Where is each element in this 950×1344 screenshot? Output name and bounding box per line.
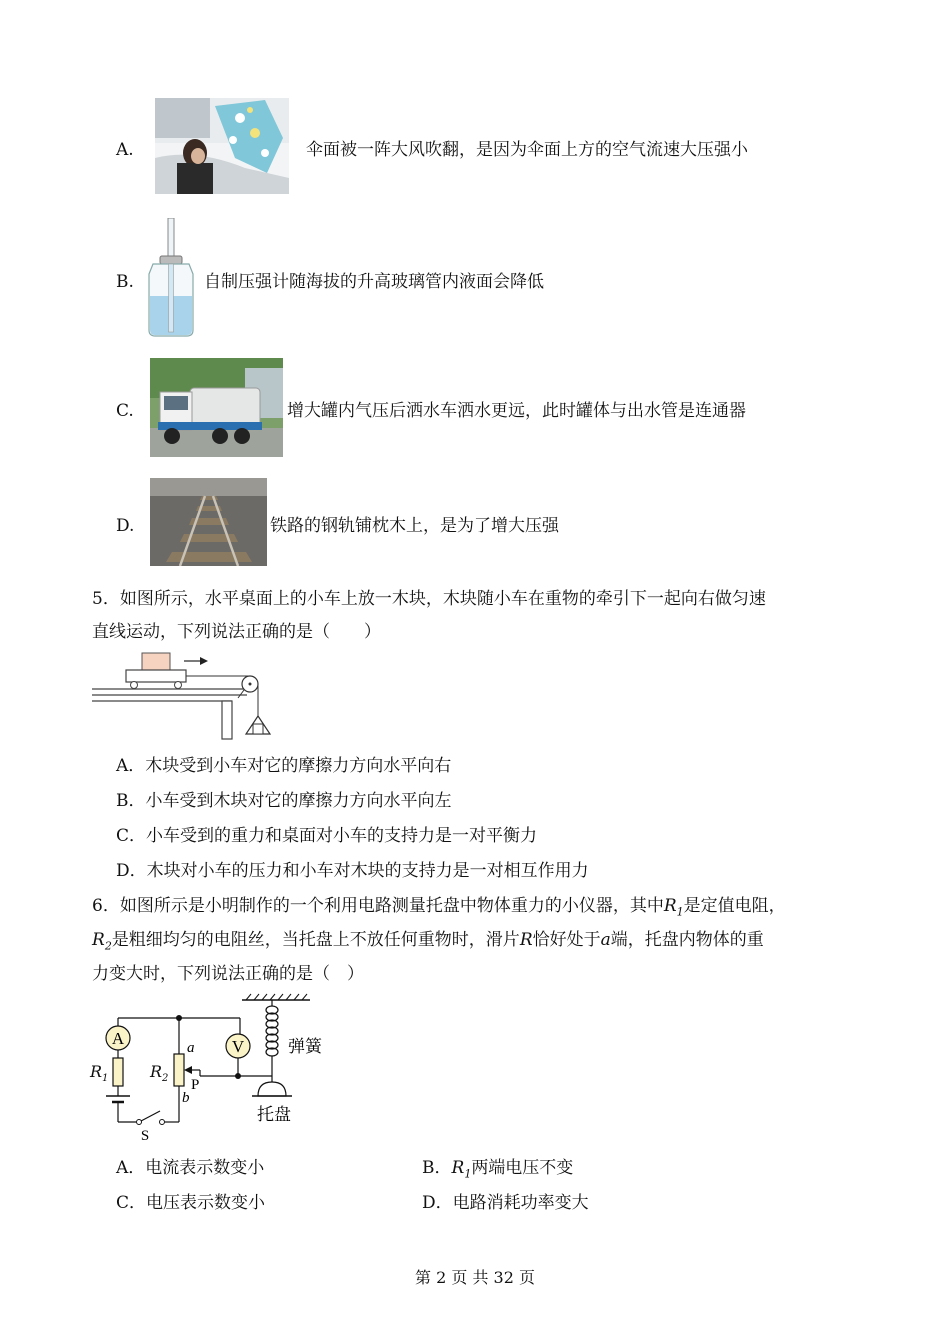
tray-icon — [258, 1082, 286, 1096]
slider-label: P — [191, 1077, 200, 1093]
q5-option-a: A．木块受到小车对它的摩擦力方向水平向右 — [116, 756, 452, 776]
page-footer: 第 2 页 共 32 页 — [415, 1268, 535, 1287]
q4-option-b-text: 自制压强计随海拔的升高玻璃管内液面会降低 — [204, 272, 544, 292]
cart-pulley-diagram — [92, 650, 272, 742]
r2-resistor — [174, 1054, 184, 1086]
barometer-bottle-icon — [143, 218, 199, 338]
q4-option-d-letter: D. — [116, 516, 135, 536]
voltmeter-label: V — [231, 1037, 245, 1056]
q6-option-c: C．电压表示数变小 — [116, 1193, 266, 1213]
ammeter-label: A — [111, 1029, 125, 1048]
spring-icon — [266, 1006, 278, 1056]
q5-stem-line1: 5．如图所示，水平桌面上的小车上放一木块，木块随小车在重物的牵引下一起向右做匀速 — [92, 589, 766, 609]
switch-label: S — [140, 1128, 150, 1144]
spring-label: 弹簧 — [288, 1037, 322, 1056]
sprinkler-truck-photo — [150, 358, 283, 457]
tray-label: 托盘 — [257, 1105, 291, 1124]
r2-label: $R_2$ — [150, 1062, 169, 1085]
q4-option-a-text: 伞面被一阵大风吹翻，是因为伞面上方的空气流速大压强小 — [306, 140, 748, 160]
q6-stem-line2: $R_2$是粗细均匀的电阻丝，当托盘上不放任何重物时，滑片R恰好处于a端，托盘内物体的重 — [92, 930, 764, 953]
q5-option-b: B．小车受到木块对它的摩擦力方向水平向左 — [116, 791, 452, 811]
q4-option-c-text: 增大罐内气压后洒水车洒水更远，此时罐体与出水管是连通器 — [287, 401, 746, 421]
q4-option-c-letter: C. — [116, 401, 134, 421]
r1-label: $R_1$ — [90, 1062, 109, 1085]
q6-option-b: B．$R_1$两端电压不变 — [422, 1158, 574, 1181]
q5-stem-line2: 直线运动，下列说法正确的是（ ） — [92, 622, 381, 642]
q6-option-d: D．电路消耗功率变大 — [422, 1193, 589, 1213]
railway-track-photo — [150, 478, 267, 566]
q5-option-c: C．小车受到的重力和桌面对小车的支持力是一对平衡力 — [116, 826, 538, 846]
q5-option-d: D．木块对小车的压力和小车对木块的支持力是一对相互作用力 — [116, 861, 589, 881]
umbrella-photo — [155, 98, 289, 194]
q6-option-a: A．电流表示数变小 — [116, 1158, 265, 1178]
q4-option-a-letter: A. — [116, 140, 134, 160]
r1-resistor — [113, 1058, 123, 1086]
circuit-diagram — [88, 992, 338, 1144]
q6-stem-line1: 6．如图所示是小明制作的一个利用电路测量托盘中物体重力的小仪器，其中$R_1$是定值电阻， — [92, 896, 786, 919]
q4-option-d-text: 铁路的钢轨铺枕木上，是为了增大压强 — [270, 516, 559, 536]
end-a-label: a — [187, 1040, 195, 1056]
end-b-label: b — [182, 1090, 190, 1106]
q6-stem-line3: 力变大时，下列说法正确的是（ ） — [92, 964, 364, 984]
q4-option-b-letter: B. — [116, 272, 134, 292]
